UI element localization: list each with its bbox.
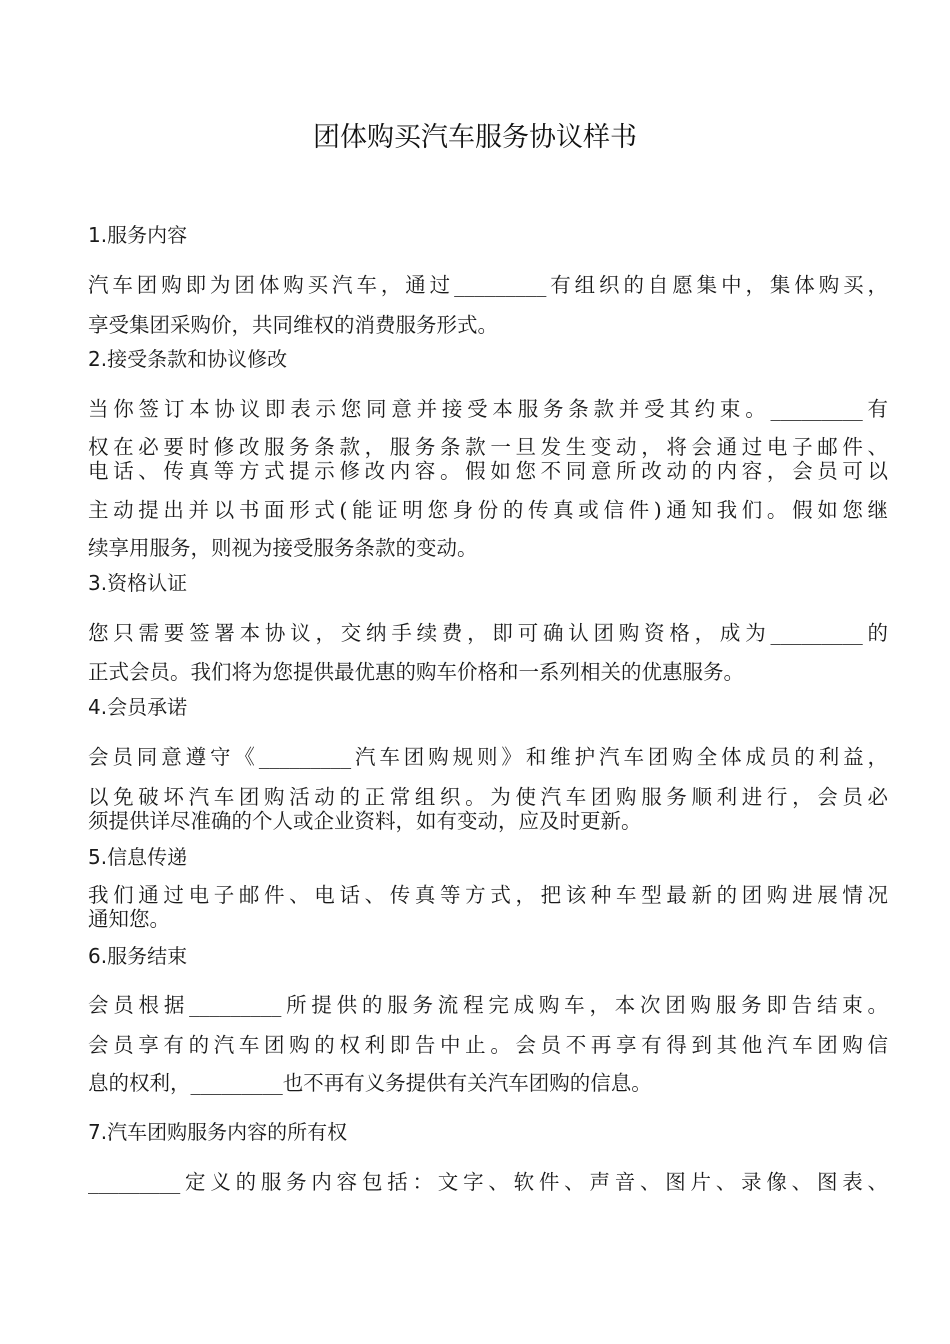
paragraph-line: _________定义的服务内容包括：文字、软件、声音、图片、录像、图表、 <box>88 1170 888 1194</box>
paragraph-line: 主动提出并以书面形式(能证明您身份的传真或信件)通知我们。假如您继 <box>88 498 888 522</box>
paragraph-line: 息的权利，_________也不再有义务提供有关汽车团购的信息。 <box>88 1071 652 1095</box>
paragraph-line: 会员同意遵守《_________汽车团购规则》和维护汽车团购全体成员的利益， <box>88 745 888 769</box>
paragraph-line: 权在必要时修改服务条款，服务条款一旦发生变动，将会通过电子邮件、 <box>88 435 888 459</box>
paragraph-line: 通知您。 <box>88 907 170 931</box>
document-title: 团体购买汽车服务协议样书 <box>313 122 637 153</box>
paragraph-line: 电话、传真等方式提示修改内容。假如您不同意所改动的内容，会员可以 <box>88 459 888 483</box>
section-heading: 1.服务内容 <box>88 223 188 247</box>
paragraph-line: 享受集团采购价，共同维权的消费服务形式。 <box>88 313 498 337</box>
paragraph-line: 当你签订本协议即表示您同意并接受本服务条款并受其约束。_________有 <box>88 397 888 421</box>
paragraph-line: 须提供详尽准确的个人或企业资料，如有变动，应及时更新。 <box>88 809 642 833</box>
paragraph-line: 您只需要签署本协议，交纳手续费，即可确认团购资格，成为_________的 <box>88 621 888 645</box>
paragraph-line: 汽车团购即为团体购买汽车，通过_________有组织的自愿集中，集体购买， <box>88 273 888 297</box>
section-heading: 6.服务结束 <box>88 944 188 968</box>
section-heading: 3.资格认证 <box>88 571 188 595</box>
section-heading: 4.会员承诺 <box>88 695 188 719</box>
paragraph-line: 会员根据_________所提供的服务流程完成购车，本次团购服务即告结束。 <box>88 993 888 1017</box>
section-heading: 7.汽车团购服务内容的所有权 <box>88 1120 348 1144</box>
paragraph-line: 续享用服务，则视为接受服务条款的变动。 <box>88 536 478 560</box>
paragraph-line: 我们通过电子邮件、电话、传真等方式，把该种车型最新的团购进展情况 <box>88 883 888 907</box>
paragraph-line: 以免破坏汽车团购活动的正常组织。为使汽车团购服务顺利进行，会员必 <box>88 785 888 809</box>
paragraph-line: 会员享有的汽车团购的权利即告中止。会员不再享有得到其他汽车团购信 <box>88 1033 888 1057</box>
paragraph-line: 正式会员。我们将为您提供最优惠的购车价格和一系列相关的优惠服务。 <box>88 660 744 684</box>
section-heading: 5.信息传递 <box>88 845 188 869</box>
section-heading: 2.接受条款和协议修改 <box>88 347 288 371</box>
